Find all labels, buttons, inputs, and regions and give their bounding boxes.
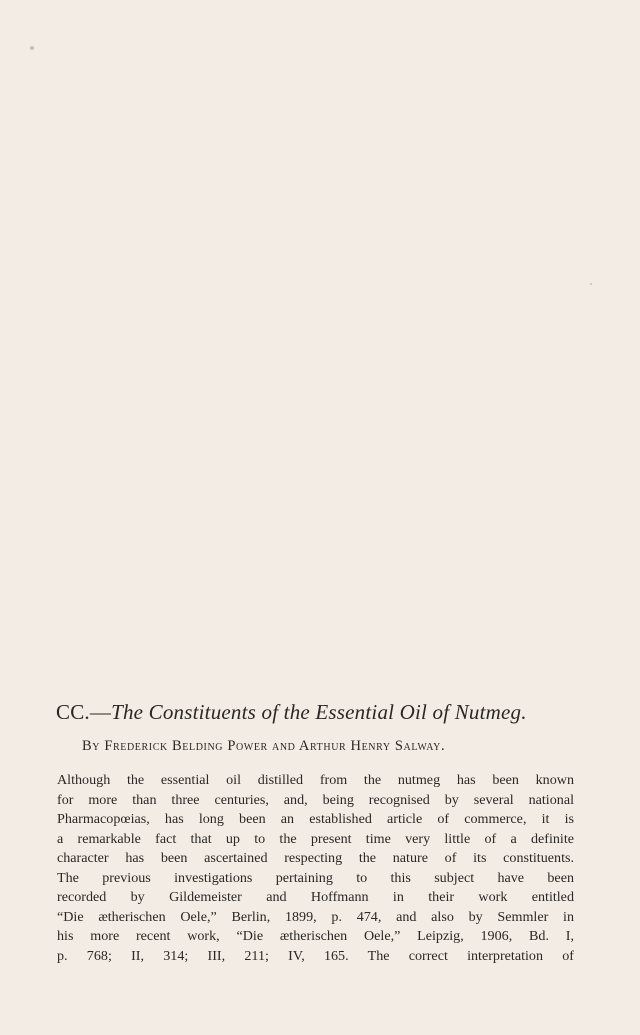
body-line: for more than three centuries, and, being recognised by several national [57,791,574,808]
article-body [57,771,574,966]
body-line: a remarkable fact that up to the present time very little of a definite [57,830,574,847]
body-line: “Die ætherischen Oele,” Berlin, 1899, p. 474, and also by Semmler in [57,908,574,925]
article-title [56,700,576,725]
body-line: p. 768; II, 314; III, 211; IV, 165. The correct interpretation of [57,947,574,964]
paper-speck [590,283,592,285]
article-title-text: The Constituents of the Essential Oil of Nutmeg. [111,700,527,724]
body-line: his more recent work, “Die ætherischen Oele,” Leipzig, 1906, Bd. I, [57,928,574,944]
body-line: character has been ascertained respecting the nature of its constituents. [57,850,574,866]
body-line: Pharmacopœias, has long been an established article of commerce, it is [57,811,574,827]
article-number: CC.— [56,700,112,724]
article-authors: By Frederick Belding Power and Arthur Henry Salway. [82,738,446,754]
body-line: The previous investigations pertaining to this subject have been [57,869,574,886]
body-line: Although the essential oil distilled from the nutmeg has been known [57,772,574,788]
body-line: recorded by Gildemeister and Hoffmann in their work entitled [57,889,574,905]
paper-speck [30,46,34,50]
